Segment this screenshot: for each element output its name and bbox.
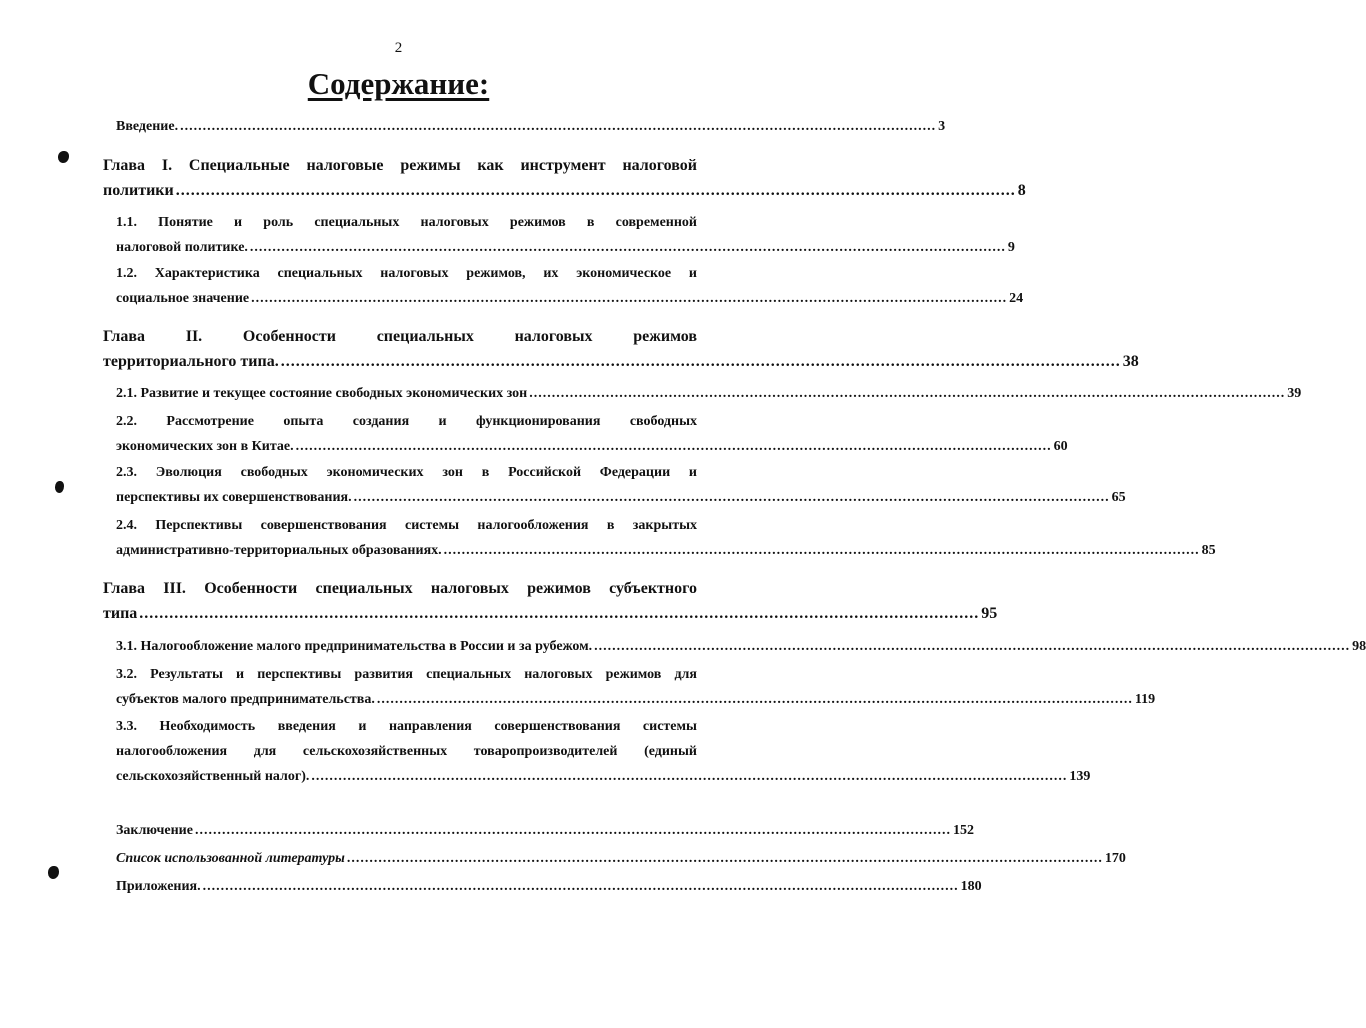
toc-entry-text: 2.1. Развитие и текущее состояние свободных экономических зон <box>116 386 528 401</box>
page-title: Содержание: <box>307 66 490 101</box>
toc-page-number: 9 <box>1007 240 1015 255</box>
toc-page-number: 38 <box>1122 353 1139 370</box>
toc-entry-text: типа <box>103 605 138 622</box>
toc-entry-3-3[interactable] <box>116 714 1091 789</box>
toc-entry-introduction[interactable] <box>116 114 946 139</box>
leader-dots: ........................................................................................................................................................................ <box>594 639 1351 654</box>
leader-dots: ........................................................................................................................................................................ <box>202 879 959 894</box>
toc-entry-chapter-2[interactable] <box>103 324 1139 374</box>
toc-entry-appendices[interactable] <box>116 874 982 899</box>
toc-entry-text: политики <box>103 182 174 199</box>
toc-entry-text: Приложения. <box>116 879 201 894</box>
toc-entry-text: Глава II. Особенности специальных налоговых режимов <box>103 328 697 345</box>
toc-page-number: 139 <box>1069 769 1091 784</box>
toc-page-number: 39 <box>1287 386 1302 401</box>
toc-entry-text: Введение. <box>116 119 179 134</box>
toc-entry-references[interactable] <box>116 846 1126 871</box>
toc-page-number: 3 <box>938 119 946 134</box>
leader-dots: ........................................................................................................................................................................ <box>280 353 1121 370</box>
toc-entry-text: налогообложения для сельскохозяйственных товаропроизводителей (единый <box>116 744 697 759</box>
toc-entry-text: 3.2. Результаты и перспективы развития специальных налоговых режимов для <box>116 667 697 682</box>
toc-entry-text: Заключение <box>116 823 193 838</box>
toc-entry-2-1[interactable] <box>116 381 1302 406</box>
leader-dots: ........................................................................................................................................................................ <box>249 240 1006 255</box>
toc-entry-1-2[interactable] <box>116 261 1024 311</box>
toc-entry-text: Глава III. Особенности специальных налоговых режимов субъектного <box>103 580 697 597</box>
leader-dots: ........................................................................................................................................................................ <box>376 692 1133 707</box>
toc-page-number: 119 <box>1134 692 1156 707</box>
toc-entry-text: сельскохозяйственный налог). <box>116 769 310 784</box>
toc-page-number: 65 <box>1111 490 1126 505</box>
toc-entry-text: 1.2. Характеристика специальных налоговых режимов, их экономическое и <box>116 266 697 281</box>
toc-page-number: 60 <box>1053 439 1068 454</box>
leader-dots: ........................................................................................................................................................................ <box>180 119 937 134</box>
toc-page-number: 24 <box>1009 291 1024 306</box>
toc-entry-1-1[interactable] <box>116 210 1015 260</box>
toc-page-number: 152 <box>952 823 974 838</box>
toc-entry-text: 1.1. Понятие и роль специальных налоговых режимов в современной <box>116 215 697 230</box>
leader-dots: ........................................................................................................................................................................ <box>529 386 1286 401</box>
leader-dots: ........................................................................................................................................................................ <box>175 182 1016 199</box>
toc-entry-text: социальное значение <box>116 291 250 306</box>
toc-page-number: 98 <box>1352 639 1366 654</box>
toc-entry-text: 2.3. Эволюция свободных экономических зон в Российской Федерации и <box>116 465 697 480</box>
toc-entry-text: 2.2. Рассмотрение опыта создания и функционирования свободных <box>116 414 697 429</box>
toc-page-number: 180 <box>960 879 982 894</box>
toc-entry-text: административно-территориальных образованиях. <box>116 543 442 558</box>
toc-entry-conclusion[interactable] <box>116 818 974 843</box>
toc-entry-text: Список использованной литературы <box>116 851 345 866</box>
toc-entry-2-4[interactable] <box>116 513 1216 563</box>
toc-entry-chapter-3[interactable] <box>103 576 998 626</box>
toc-entry-text: территориального типа. <box>103 353 279 370</box>
page-number: 2 <box>394 40 403 56</box>
toc-entry-text: налоговой политике. <box>116 240 248 255</box>
leader-dots: ........................................................................................................................................................................ <box>346 851 1103 866</box>
toc-page-number: 85 <box>1201 543 1216 558</box>
toc-page-number: 95 <box>981 605 998 622</box>
toc-entry-text: Глава I. Специальные налоговые режимы как инструмент налоговой <box>103 157 697 174</box>
toc-entry-chapter-1[interactable] <box>103 153 1026 203</box>
toc-entry-text: перспективы их совершенствования. <box>116 490 352 505</box>
toc-entry-text: экономических зон в Китае. <box>116 439 294 454</box>
toc-entry-3-2[interactable] <box>116 662 1156 712</box>
toc-entry-text: 3.3. Необходимость введения и направления совершенствования системы <box>116 719 697 734</box>
toc-entry-text: субъектов малого предпринимательства. <box>116 692 375 707</box>
leader-dots: ........................................................................................................................................................................ <box>311 769 1068 784</box>
toc-page-number: 170 <box>1104 851 1126 866</box>
leader-dots: ........................................................................................................................................................................ <box>251 291 1008 306</box>
toc-entry-3-1[interactable] <box>116 634 1366 659</box>
leader-dots: ........................................................................................................................................................................ <box>139 605 980 622</box>
toc-entry-2-2[interactable] <box>116 409 1068 459</box>
toc-page-number: 8 <box>1017 182 1026 199</box>
toc-entry-text: 2.4. Перспективы совершенствования системы налогообложения в закрытых <box>116 518 697 533</box>
leader-dots: ........................................................................................................................................................................ <box>194 823 951 838</box>
leader-dots: ........................................................................................................................................................................ <box>353 490 1110 505</box>
toc-entry-2-3[interactable] <box>116 460 1126 510</box>
toc-entry-text: 3.1. Налогообложение малого предпринимательства в России и за рубежом. <box>116 639 593 654</box>
leader-dots: ........................................................................................................................................................................ <box>295 439 1052 454</box>
leader-dots: ........................................................................................................................................................................ <box>443 543 1200 558</box>
